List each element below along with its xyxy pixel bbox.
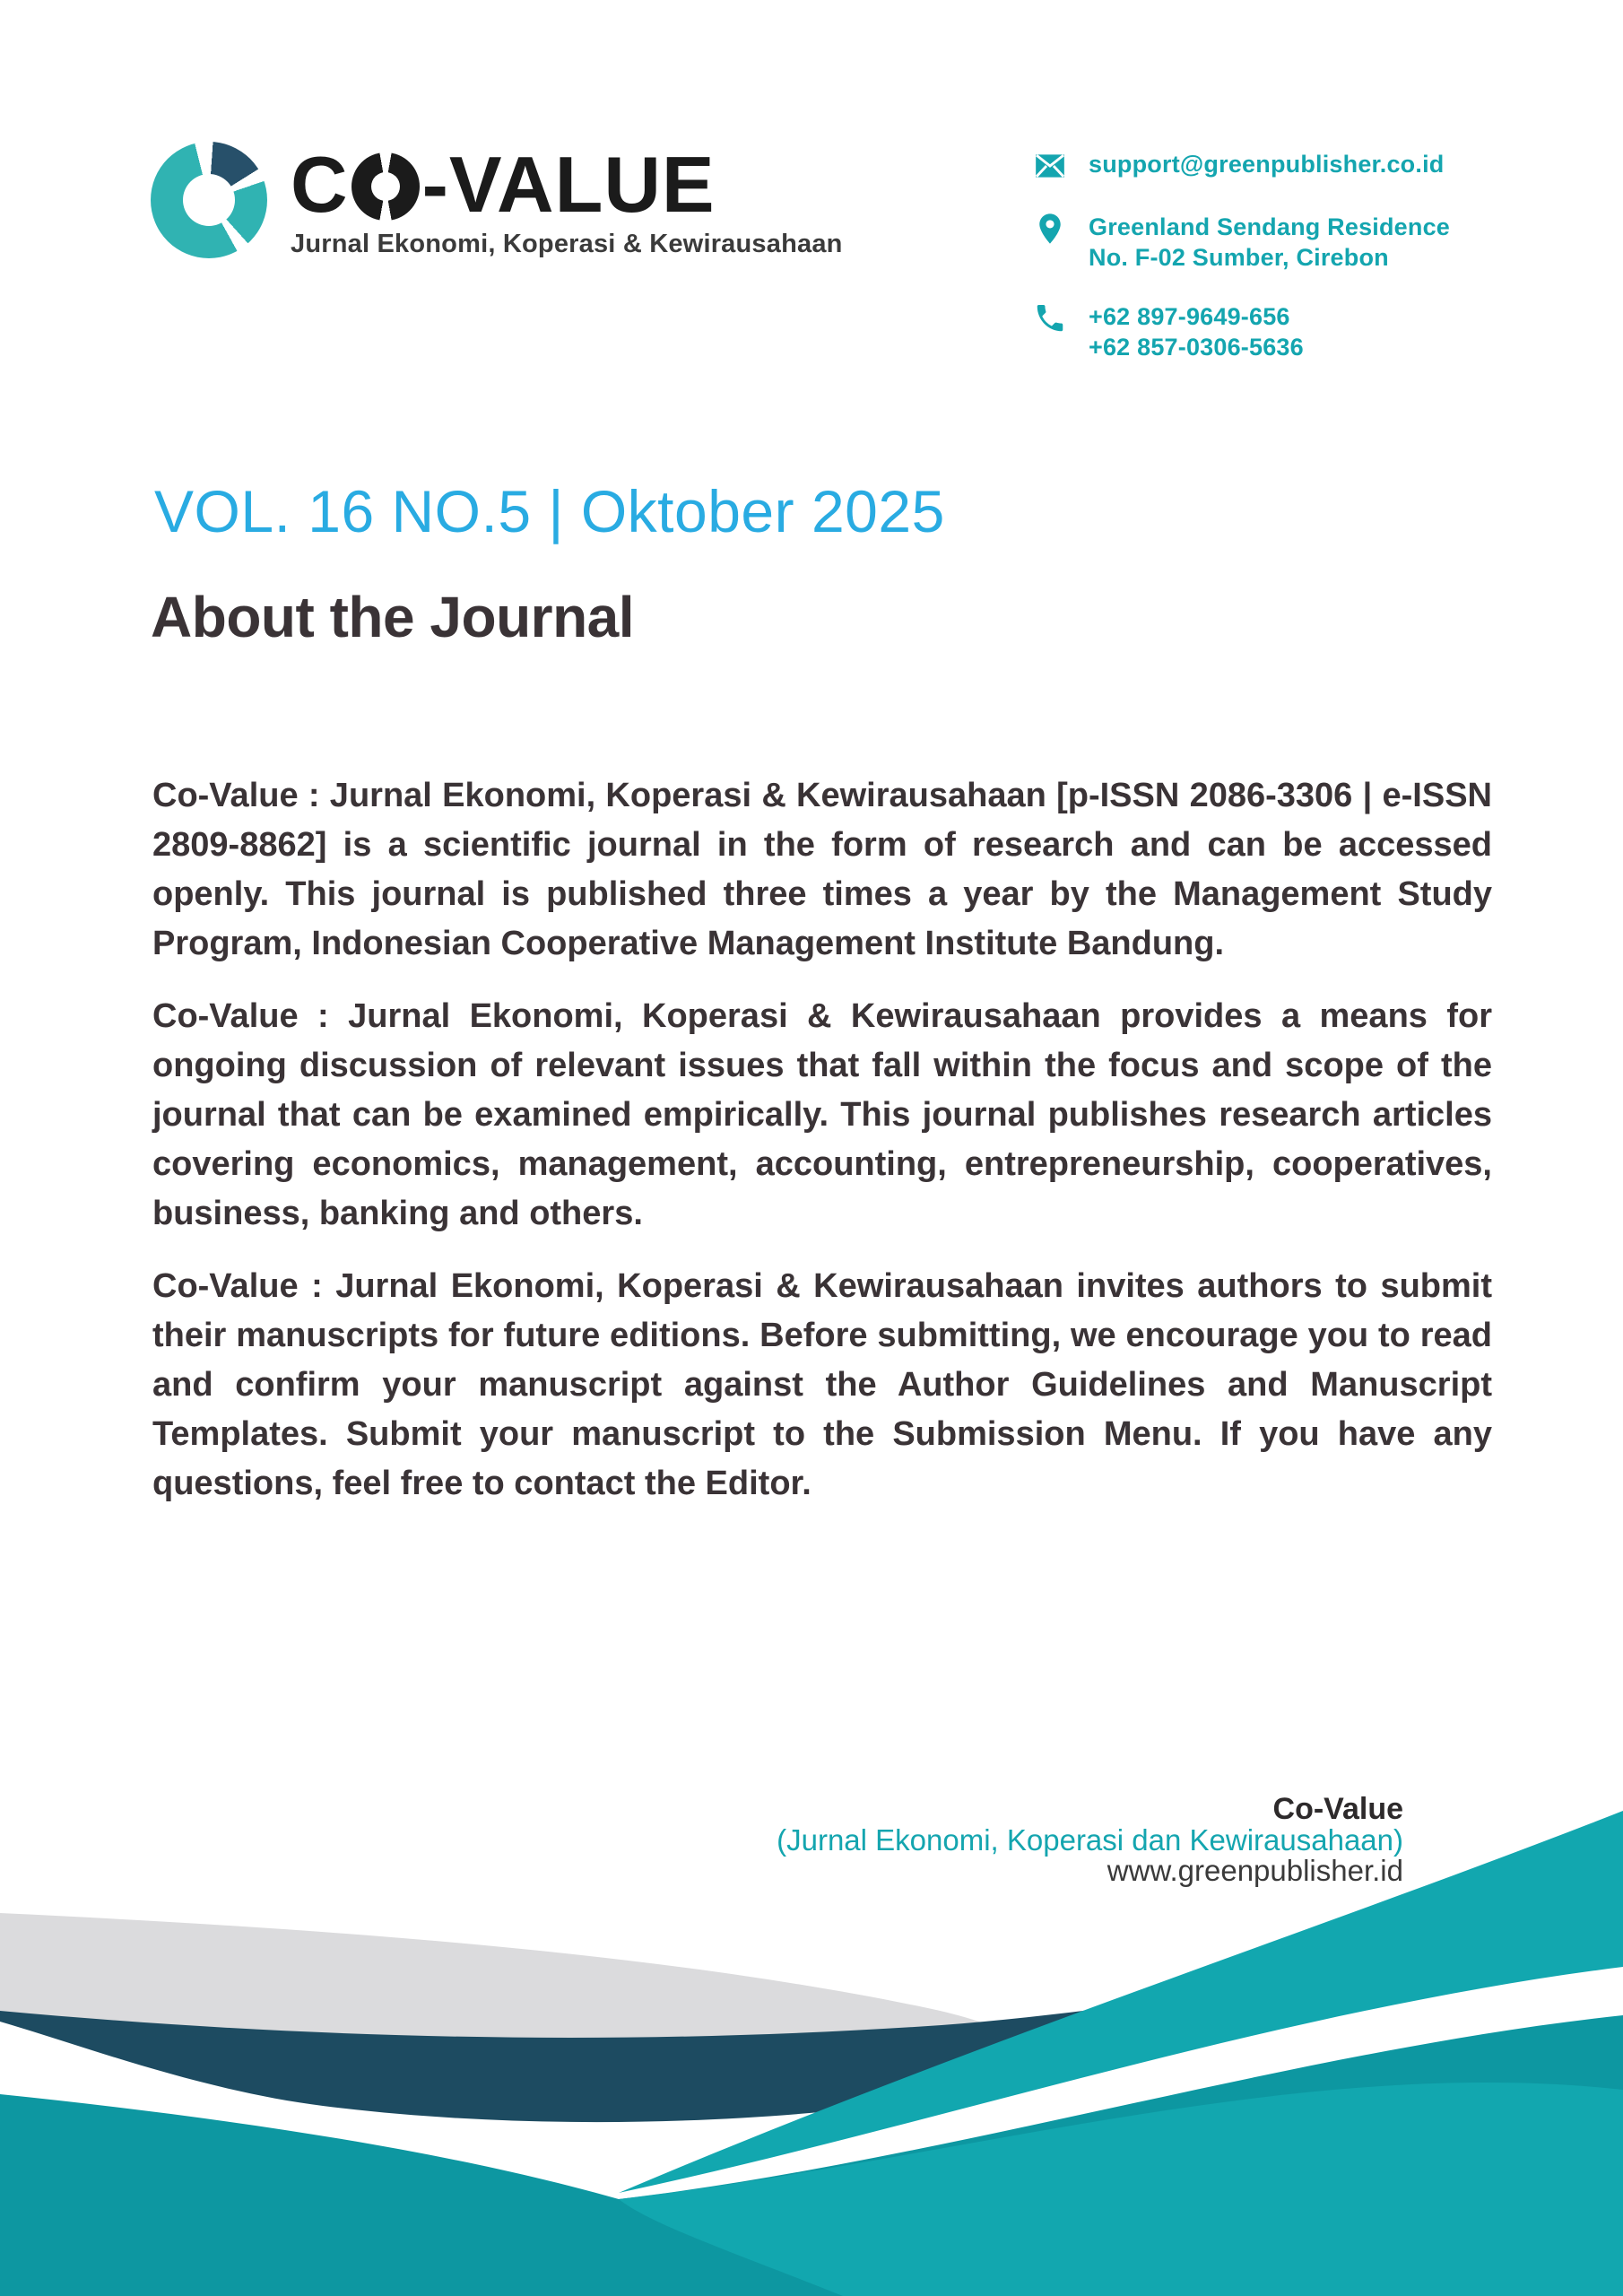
logo-wordmark (291, 142, 843, 228)
phone-icon (1033, 301, 1067, 335)
contact-email[interactable]: support@greenpublisher.co.id (1089, 151, 1445, 178)
contact-phones (1089, 301, 1304, 362)
footer-journal-subtitle: (Jurnal Ekonomi, Koperasi dan Kewirausahaan) (777, 1823, 1403, 1857)
page-title: About the Journal (151, 585, 635, 649)
contact-address-row (1033, 212, 1517, 273)
contact-phone-line2: +62 857-0306-5636 (1089, 334, 1304, 361)
contact-address (1089, 212, 1450, 273)
journal-description-paragraph-1: Co-Value : Jurnal Ekonomi, Koperasi & Kewirausahaan [p-ISSN 2086-3306 | e-ISSN 2809-8862] is a scientific journal in the form of research and can be accessed openly. This journal is published three times a year by the Management Study Program, Indonesian Cooperative Management Institute Bandung. (152, 777, 1492, 962)
journal-description-paragraph-2: Co-Value : Jurnal Ekonomi, Koperasi & Kewirausahaan provides a means for ongoing discussion of relevant issues that fall within the focus and scope of the journal that can be examined empirically. This journal publishes research articles covering economics, management, accounting, entrepreneurship, cooperatives, business, banking and others. (152, 997, 1492, 1232)
map-pin-icon (1033, 212, 1067, 246)
publisher-contact-block (1033, 149, 1517, 391)
logo-wordmark-suffix: -VALUE (421, 140, 716, 229)
contact-email-row (1033, 149, 1517, 183)
logo-wordmark-prefix: C (291, 140, 349, 229)
contact-phone-line1: +62 897-9649-656 (1089, 303, 1290, 330)
logo-tagline: Jurnal Ekonomi, Koperasi & Kewirausahaan (291, 230, 843, 258)
volume-issue-title: VOL. 16 NO.5 | Oktober 2025 (154, 478, 945, 544)
covalue-donut-logo-icon (151, 142, 267, 258)
contact-phone-row (1033, 301, 1517, 362)
contact-address-line2: No. F-02 Sumber, Cirebon (1089, 244, 1389, 271)
contact-address-line1: Greenland Sendang Residence (1089, 213, 1451, 240)
footer-wave-graphic (0, 1740, 1623, 2296)
logo-o-donut-icon (352, 152, 420, 221)
envelope-icon (1033, 149, 1067, 183)
footer-brand: Co-Value (1272, 1792, 1403, 1826)
journal-description (152, 771, 1492, 1532)
footer-website[interactable]: www.greenpublisher.id (1107, 1854, 1403, 1887)
journal-logo (151, 142, 843, 259)
journal-description-paragraph-3: Co-Value : Jurnal Ekonomi, Koperasi & Kewirausahaan invites authors to submit their manuscripts for future editions. Before submitting, we encourage you to read and confirm your manuscript against the Author Guidelines and Manuscript Templates. Submit your manuscript to the Submission Menu. If you have any questions, feel free to contact the Editor. (152, 1267, 1492, 1502)
